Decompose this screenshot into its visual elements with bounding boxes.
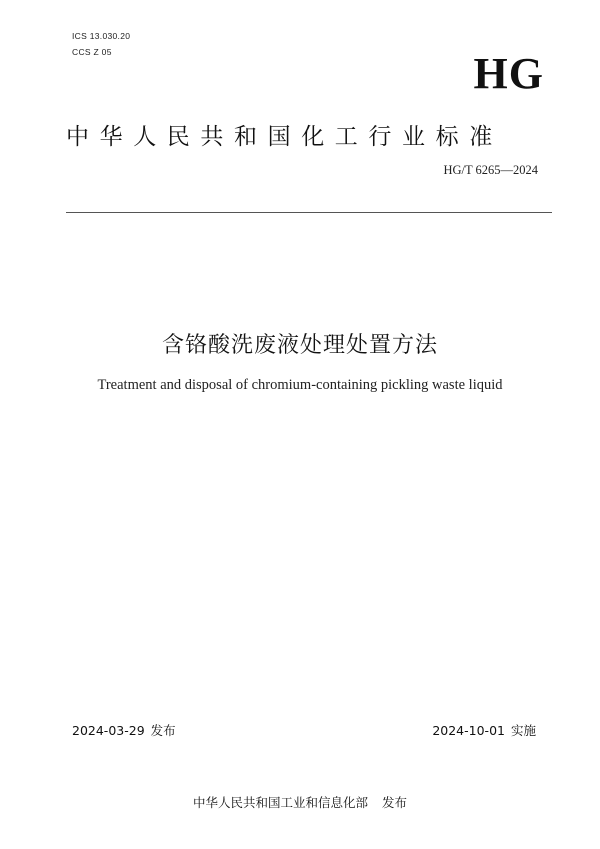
implement-date-line <box>432 721 536 739</box>
issuing-label: 发布 <box>382 795 408 810</box>
implement-label: 实施 <box>510 723 536 738</box>
hg-logo: HG <box>473 49 544 98</box>
document-title-english: Treatment and disposal of chromium-containing pickling waste liquid <box>97 377 503 393</box>
implement-date: 2024-10-01 <box>432 723 505 738</box>
ics-code: ICS 13.030.20 <box>72 31 131 41</box>
issuing-authority-line <box>0 793 600 811</box>
publish-date-line <box>72 721 176 739</box>
document-title-chinese: 含铬酸洗废液处理处置方法 <box>161 333 438 358</box>
standard-number: HG/T 6265—2024 <box>443 163 538 177</box>
publish-label: 发布 <box>150 723 176 738</box>
ccs-code: CCS Z 05 <box>72 47 112 57</box>
publish-date: 2024-03-29 <box>72 723 145 738</box>
issuing-authority: 中华人民共和国工业和信息化部 <box>192 795 368 810</box>
header-divider <box>66 212 552 213</box>
standard-category-title: 中华人民共和国化工行业标准 <box>66 124 503 150</box>
